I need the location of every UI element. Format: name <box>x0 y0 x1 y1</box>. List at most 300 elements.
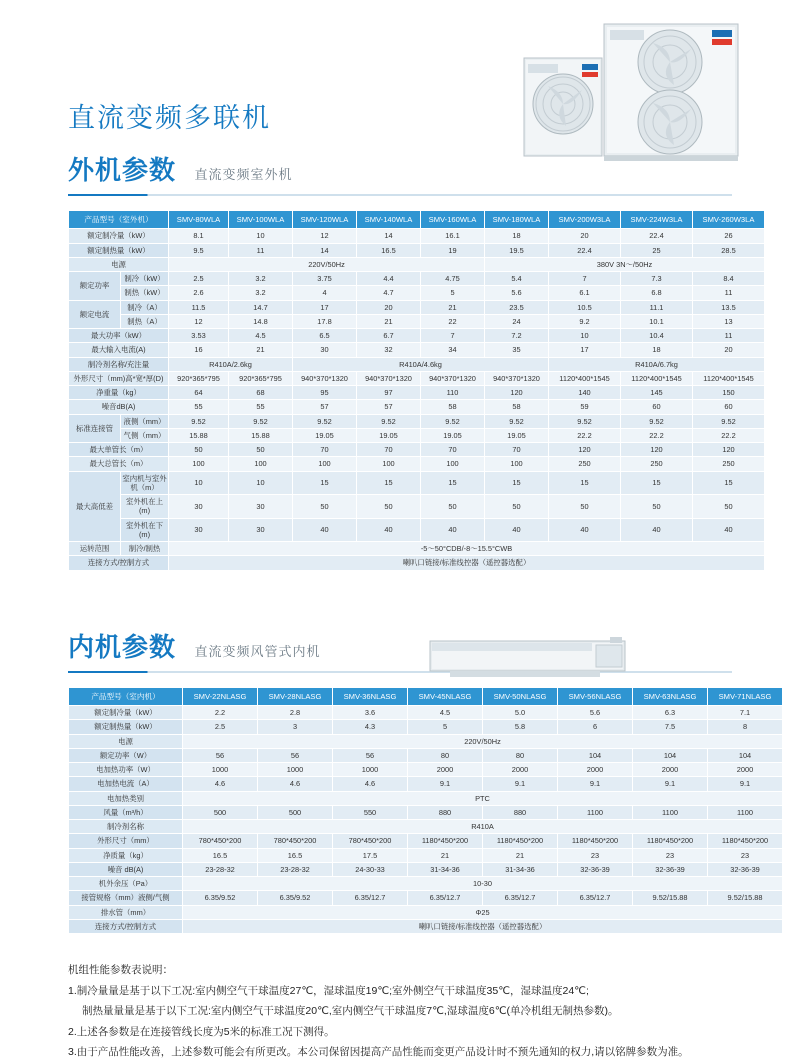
cell-value: 150 <box>693 386 765 400</box>
cell-value: 6.35/9.52 <box>258 891 333 905</box>
row-sub-label: 室外机在下(m) <box>121 518 169 542</box>
cell-value: 1000 <box>333 763 408 777</box>
table-row <box>69 919 783 933</box>
cell-value-merged: 380V 3N～/50Hz <box>485 257 765 271</box>
row-label: 额定制热量（kW） <box>69 243 169 257</box>
cell-value: 7.2 <box>485 329 549 343</box>
cell-value: 35 <box>485 343 549 357</box>
cell-value: 2.6 <box>169 286 229 300</box>
cell-value: 100 <box>485 457 549 471</box>
cell-value: 10.4 <box>621 329 693 343</box>
table-row <box>69 272 765 286</box>
table-row <box>69 734 783 748</box>
cell-value: 3.6 <box>333 706 408 720</box>
table-row <box>69 414 765 428</box>
table-row <box>69 286 765 300</box>
cell-value-merged: 10-30 <box>183 877 783 891</box>
cell-value: 11 <box>693 286 765 300</box>
row-label: 额定制冷量（kW） <box>69 229 169 243</box>
cell-value: 19.05 <box>485 428 549 442</box>
table-row <box>69 329 765 343</box>
cell-value: 4 <box>293 286 357 300</box>
cell-value: 15.88 <box>229 428 293 442</box>
table-row <box>69 300 765 314</box>
row-label: 最大输入电流(A) <box>69 343 169 357</box>
cell-value: 110 <box>421 386 485 400</box>
cell-value: 40 <box>621 518 693 542</box>
row-sub-label: 室外机在上(m) <box>121 495 169 519</box>
row-label: 最大总管长（m） <box>69 457 169 471</box>
cell-value-merged: PTC <box>183 791 783 805</box>
cell-value: 31-34-36 <box>408 862 483 876</box>
cell-value: 15 <box>357 471 421 495</box>
cell-value: 6.35/12.7 <box>333 891 408 905</box>
cell-value: 9.1 <box>408 777 483 791</box>
table-row <box>69 428 765 442</box>
cell-value: 50 <box>229 443 293 457</box>
table-row <box>69 877 783 891</box>
cell-value: 100 <box>357 457 421 471</box>
cell-value: 4.3 <box>333 720 408 734</box>
cell-value: 6.8 <box>621 286 693 300</box>
cell-value: 7 <box>421 329 485 343</box>
col-header-model-1: SMV-80WLA <box>169 211 229 229</box>
section-title-outdoor: 外机参数 <box>68 155 177 185</box>
cell-value: 880 <box>408 805 483 819</box>
cell-value: 30 <box>293 343 357 357</box>
col-header-model-2: SMV-28NLASG <box>258 687 333 705</box>
table-row <box>69 257 765 271</box>
cell-value: 32-36-39 <box>708 862 783 876</box>
col-header-model: 产品型号（室外机） <box>69 211 169 229</box>
cell-value: 3.75 <box>293 272 357 286</box>
cell-value: 100 <box>293 457 357 471</box>
cell-value: 68 <box>229 386 293 400</box>
cell-value: 70 <box>293 443 357 457</box>
cell-value: 1100 <box>558 805 633 819</box>
cell-value: 5.4 <box>485 272 549 286</box>
col-header-model-1: SMV-22NLASG <box>183 687 258 705</box>
cell-value: 50 <box>169 443 229 457</box>
table-row <box>69 706 783 720</box>
row-label: 制冷剂名称/充注量 <box>69 357 169 371</box>
cell-value: 55 <box>229 400 293 414</box>
cell-value: 140 <box>549 386 621 400</box>
cell-value: 1120*400*1545 <box>621 371 693 385</box>
section-title-indoor: 内机参数 <box>68 631 177 662</box>
cell-value: 22.4 <box>549 243 621 257</box>
table-row <box>69 820 783 834</box>
cell-value-merged: 喇叭口链接/标准线控器（遥控器选配） <box>169 556 765 570</box>
cell-value-merged: Φ25 <box>183 905 783 919</box>
col-header-model-8: SMV-71NLASG <box>708 687 783 705</box>
cell-value: 14 <box>357 229 421 243</box>
row-label: 风量（m³/h） <box>69 805 183 819</box>
cell-value: 9.1 <box>708 777 783 791</box>
row-label: 电源 <box>69 734 183 748</box>
row-label: 净重量（kg） <box>69 386 169 400</box>
cell-value: 1120*400*1545 <box>693 371 765 385</box>
cell-value: 56 <box>333 748 408 762</box>
row-label: 电源 <box>69 257 169 271</box>
cell-value: 120 <box>621 443 693 457</box>
cell-value: 3.2 <box>229 286 293 300</box>
row-label: 机外余压（Pa） <box>69 877 183 891</box>
cell-value: 16.5 <box>357 243 421 257</box>
col-header-model-7: SMV-63NLASG <box>633 687 708 705</box>
row-sub-label: 制热（A） <box>121 314 169 328</box>
cell-value: 120 <box>485 386 549 400</box>
cell-value: 14.8 <box>229 314 293 328</box>
cell-value: 9.52 <box>693 414 765 428</box>
cell-value: 60 <box>621 400 693 414</box>
cell-value: 940*370*1320 <box>293 371 357 385</box>
cell-value: 15 <box>421 471 485 495</box>
row-group-label: 最大高低差 <box>69 471 121 542</box>
cell-value: 500 <box>183 805 258 819</box>
cell-value: 9.52/15.88 <box>633 891 708 905</box>
cell-value: 15 <box>485 471 549 495</box>
cell-value: 6.35/12.7 <box>408 891 483 905</box>
cell-value: 97 <box>357 386 421 400</box>
cell-value: 5 <box>421 286 485 300</box>
table-row <box>69 805 783 819</box>
cell-value: 50 <box>293 495 357 519</box>
cell-value: 10.5 <box>549 300 621 314</box>
section-subtitle-indoor: 直流变频风管式内机 <box>194 643 321 659</box>
cell-value: 4.5 <box>408 706 483 720</box>
cell-value: 56 <box>258 748 333 762</box>
table-row <box>69 777 783 791</box>
cell-value: 15.88 <box>169 428 229 442</box>
note-line: 1.制冷量量是基于以下工况:室内侧空气干球温度27℃，湿球温度19℃;室外侧空气干球温度35℃，湿球温度24℃; <box>68 984 589 997</box>
cell-value: 9.52 <box>169 414 229 428</box>
cell-value: 21 <box>408 848 483 862</box>
cell-value: 1000 <box>183 763 258 777</box>
cell-value: 8.1 <box>169 229 229 243</box>
cell-value: 30 <box>229 518 293 542</box>
cell-value: 3.2 <box>229 272 293 286</box>
row-label: 最大功率（kW） <box>69 329 169 343</box>
cell-value-merged: R410A/6.7kg <box>549 357 765 371</box>
cell-value: 100 <box>421 457 485 471</box>
cell-value: 70 <box>485 443 549 457</box>
table-row <box>69 357 765 371</box>
cell-value: 7 <box>549 272 621 286</box>
cell-value: 57 <box>357 400 421 414</box>
cell-value: 57 <box>293 400 357 414</box>
cell-value: 2.8 <box>258 706 333 720</box>
cell-value-merged: R410A/2.6kg <box>169 357 293 371</box>
cell-value: 10 <box>169 471 229 495</box>
cell-value: 22 <box>421 314 485 328</box>
cell-value: 1100 <box>633 805 708 819</box>
cell-value: 40 <box>693 518 765 542</box>
cell-value: 20 <box>549 229 621 243</box>
cell-value: 80 <box>483 748 558 762</box>
cell-value: 4.6 <box>183 777 258 791</box>
cell-value: 880 <box>483 805 558 819</box>
cell-value: 9.52 <box>229 414 293 428</box>
row-label: 排水管（mm） <box>69 905 183 919</box>
cell-value: 4.4 <box>357 272 421 286</box>
table-row <box>69 471 765 495</box>
cell-value: 23 <box>633 848 708 862</box>
table-row <box>69 891 783 905</box>
cell-value: 15 <box>621 471 693 495</box>
row-label: 额定功率（W） <box>69 748 183 762</box>
cell-value: 50 <box>621 495 693 519</box>
cell-value: 4.6 <box>258 777 333 791</box>
row-sub-label: 室内机与室外机（m） <box>121 471 169 495</box>
cell-value: 9.1 <box>633 777 708 791</box>
cell-value: 100 <box>169 457 229 471</box>
cell-value: 40 <box>293 518 357 542</box>
indoor-spec-table <box>68 687 783 934</box>
cell-value: 31-34-36 <box>483 862 558 876</box>
table-row <box>69 763 783 777</box>
note-line: 2.上述各参数是在连接管线长度为5米的标准工况下测得。 <box>68 1025 335 1038</box>
cell-value: 19.5 <box>485 243 549 257</box>
col-header-model-7: SMV-200W3LA <box>549 211 621 229</box>
cell-value: 21 <box>483 848 558 862</box>
cell-value: 58 <box>485 400 549 414</box>
cell-value-merged: 220V/50Hz <box>183 734 783 748</box>
cell-value: 32-36-39 <box>558 862 633 876</box>
cell-value: 1180*450*200 <box>408 834 483 848</box>
cell-value: 3 <box>258 720 333 734</box>
cell-value: 250 <box>621 457 693 471</box>
cell-value: 19.05 <box>421 428 485 442</box>
cell-value-merged: 220V/50Hz <box>169 257 485 271</box>
row-label: 制冷剂名称 <box>69 820 183 834</box>
cell-value-merged: 喇叭口链接/标准线控器（遥控器选配） <box>183 919 783 933</box>
cell-value: 940*370*1320 <box>421 371 485 385</box>
cell-value: 1000 <box>258 763 333 777</box>
cell-value: 34 <box>421 343 485 357</box>
notes-title: 机组性能参数表说明： <box>68 964 173 977</box>
table-row <box>69 243 765 257</box>
col-header-model-5: SMV-160WLA <box>421 211 485 229</box>
cell-value: 5 <box>408 720 483 734</box>
cell-value: 145 <box>621 386 693 400</box>
cell-value: 9.1 <box>483 777 558 791</box>
row-sub-label: 制冷（kW） <box>121 272 169 286</box>
cell-value: 11 <box>229 243 293 257</box>
cell-value: 6.35/12.7 <box>558 891 633 905</box>
cell-value: 940*370*1320 <box>485 371 549 385</box>
cell-value: 60 <box>693 400 765 414</box>
row-label: 连接方式/控制方式 <box>69 919 183 933</box>
row-group-label: 额定电流 <box>69 300 121 329</box>
cell-value: 4.7 <box>357 286 421 300</box>
cell-value: 9.52 <box>293 414 357 428</box>
cell-value: 58 <box>421 400 485 414</box>
cell-value: 19 <box>421 243 485 257</box>
cell-value: 50 <box>485 495 549 519</box>
cell-value: 21 <box>421 300 485 314</box>
table-row <box>69 791 783 805</box>
section-subtitle-outdoor: 直流变频室外机 <box>194 167 293 182</box>
cell-value: 7.5 <box>633 720 708 734</box>
cell-value: 9.52 <box>621 414 693 428</box>
cell-value: 23 <box>708 848 783 862</box>
table-row <box>69 457 765 471</box>
cell-value: 104 <box>708 748 783 762</box>
cell-value: 17 <box>293 300 357 314</box>
cell-value: 4.6 <box>333 777 408 791</box>
cell-value: 5.6 <box>558 706 633 720</box>
table-row <box>69 862 783 876</box>
cell-value: 1100 <box>708 805 783 819</box>
cell-value: 940*370*1320 <box>357 371 421 385</box>
cell-value: 16.1 <box>421 229 485 243</box>
cell-value: 250 <box>693 457 765 471</box>
row-sub-label: 制热（kW） <box>121 286 169 300</box>
cell-value: 6.5 <box>293 329 357 343</box>
cell-value: 25 <box>621 243 693 257</box>
row-sub-label: 制冷（A） <box>121 300 169 314</box>
cell-value: 50 <box>693 495 765 519</box>
cell-value: 30 <box>229 495 293 519</box>
cell-value: 780*450*200 <box>258 834 333 848</box>
cell-value: 70 <box>357 443 421 457</box>
cell-value: 22.2 <box>693 428 765 442</box>
cell-value: 9.52/15.88 <box>708 891 783 905</box>
table-row <box>69 443 765 457</box>
cell-value: 21 <box>357 314 421 328</box>
outdoor-table-header-row <box>69 211 765 229</box>
cell-value: 16.5 <box>258 848 333 862</box>
cell-value: 2.5 <box>169 272 229 286</box>
cell-value: 23-28-32 <box>258 862 333 876</box>
cell-value: 18 <box>621 343 693 357</box>
cell-value: 10 <box>549 329 621 343</box>
cell-value: 40 <box>421 518 485 542</box>
row-label: 额定制冷量（kW） <box>69 706 183 720</box>
col-header-model-9: SMV-260W3LA <box>693 211 765 229</box>
note-line: 制热量量量是基于以下工况:室内侧空气干球温度20℃,室内侧空气干球温度7℃,湿球温度6℃(单冷机组无制热参数)。 <box>82 1005 619 1018</box>
cell-value: 10 <box>229 471 293 495</box>
cell-value: 7.3 <box>621 272 693 286</box>
cell-value: 15 <box>549 471 621 495</box>
row-sub-label: 气侧（mm） <box>121 428 169 442</box>
cell-value: 9.2 <box>549 314 621 328</box>
cell-value: 6.1 <box>549 286 621 300</box>
cell-value: 18 <box>485 229 549 243</box>
cell-value: 9.5 <box>169 243 229 257</box>
cell-value: 19.05 <box>357 428 421 442</box>
section-header-outdoor <box>68 150 800 187</box>
notes-block <box>68 960 748 1062</box>
cell-value: 17.5 <box>333 848 408 862</box>
section-header-indoor <box>68 627 800 664</box>
cell-value: 1180*450*200 <box>633 834 708 848</box>
note-line: 3.由于产品性能改善，上述参数可能会有所更改。本公司保留因提高产品性能而变更产品设计时不预先通知的权力,请以铭牌参数为准。 <box>68 1046 689 1059</box>
row-label: 电加热功率（W） <box>69 763 183 777</box>
cell-value: 780*450*200 <box>183 834 258 848</box>
cell-value: 1180*450*200 <box>708 834 783 848</box>
cell-value: 21 <box>229 343 293 357</box>
cell-value: 2.2 <box>183 706 258 720</box>
cell-value: 26 <box>693 229 765 243</box>
row-label: 噪音 dB(A) <box>69 862 183 876</box>
cell-value: 9.52 <box>357 414 421 428</box>
table-row <box>69 400 765 414</box>
cell-value: 6.35/12.7 <box>483 891 558 905</box>
cell-value: 64 <box>169 386 229 400</box>
row-label: 外形尺寸（mm） <box>69 834 183 848</box>
table-row <box>69 495 765 519</box>
cell-value: 6 <box>558 720 633 734</box>
row-label: 外形尺寸（mm)高*宽*厚(D) <box>69 371 169 385</box>
cell-value: 120 <box>693 443 765 457</box>
col-header-model-8: SMV-224W3LA <box>621 211 693 229</box>
cell-value: 95 <box>293 386 357 400</box>
cell-value: 11.1 <box>621 300 693 314</box>
cell-value: 780*450*200 <box>333 834 408 848</box>
page-title: 直流变频多联机 <box>68 103 271 134</box>
col-header-model-6: SMV-56NLASG <box>558 687 633 705</box>
cell-value: 3.53 <box>169 329 229 343</box>
table-row <box>69 556 765 570</box>
cell-value: 104 <box>633 748 708 762</box>
row-label: 接管规格（mm）液侧/气侧 <box>69 891 183 905</box>
cell-value: 1180*450*200 <box>483 834 558 848</box>
cell-value: 120 <box>549 443 621 457</box>
row-sub-label: 制冷/制热 <box>121 542 169 556</box>
col-header-model-4: SMV-45NLASG <box>408 687 483 705</box>
table-row <box>69 229 765 243</box>
cell-value: 104 <box>558 748 633 762</box>
row-label: 额定制热量（kW） <box>69 720 183 734</box>
table-row <box>69 720 783 734</box>
cell-value: 2000 <box>633 763 708 777</box>
cell-value: 14 <box>293 243 357 257</box>
cell-value: 8.4 <box>693 272 765 286</box>
cell-value: 11.5 <box>169 300 229 314</box>
col-header-model-6: SMV-180WLA <box>485 211 549 229</box>
cell-value: 19.05 <box>293 428 357 442</box>
cell-value: 13 <box>693 314 765 328</box>
cell-value: 50 <box>549 495 621 519</box>
cell-value: 6.35/9.52 <box>183 891 258 905</box>
col-header-model-4: SMV-140WLA <box>357 211 421 229</box>
cell-value: 9.52 <box>421 414 485 428</box>
divider-outdoor <box>68 194 732 196</box>
row-label: 连接方式/控制方式 <box>69 556 169 570</box>
cell-value-merged: R410A/4.6kg <box>293 357 549 371</box>
row-sub-label: 液侧（mm） <box>121 414 169 428</box>
row-label: 电加热类别 <box>69 791 183 805</box>
cell-value: 6.3 <box>633 706 708 720</box>
cell-value: 12 <box>293 229 357 243</box>
cell-value: 2000 <box>408 763 483 777</box>
cell-value-merged: R410A <box>183 820 783 834</box>
cell-value: 100 <box>229 457 293 471</box>
cell-value: 9.52 <box>485 414 549 428</box>
cell-value: 50 <box>357 495 421 519</box>
cell-value: 17.8 <box>293 314 357 328</box>
col-header-model-3: SMV-36NLASG <box>333 687 408 705</box>
table-row <box>69 386 765 400</box>
table-row <box>69 518 765 542</box>
cell-value: 10.1 <box>621 314 693 328</box>
cell-value: 16.5 <box>183 848 258 862</box>
row-label: 净质量（kg） <box>69 848 183 862</box>
row-label: 电加热电流（A） <box>69 777 183 791</box>
cell-value: 24-30-33 <box>333 862 408 876</box>
